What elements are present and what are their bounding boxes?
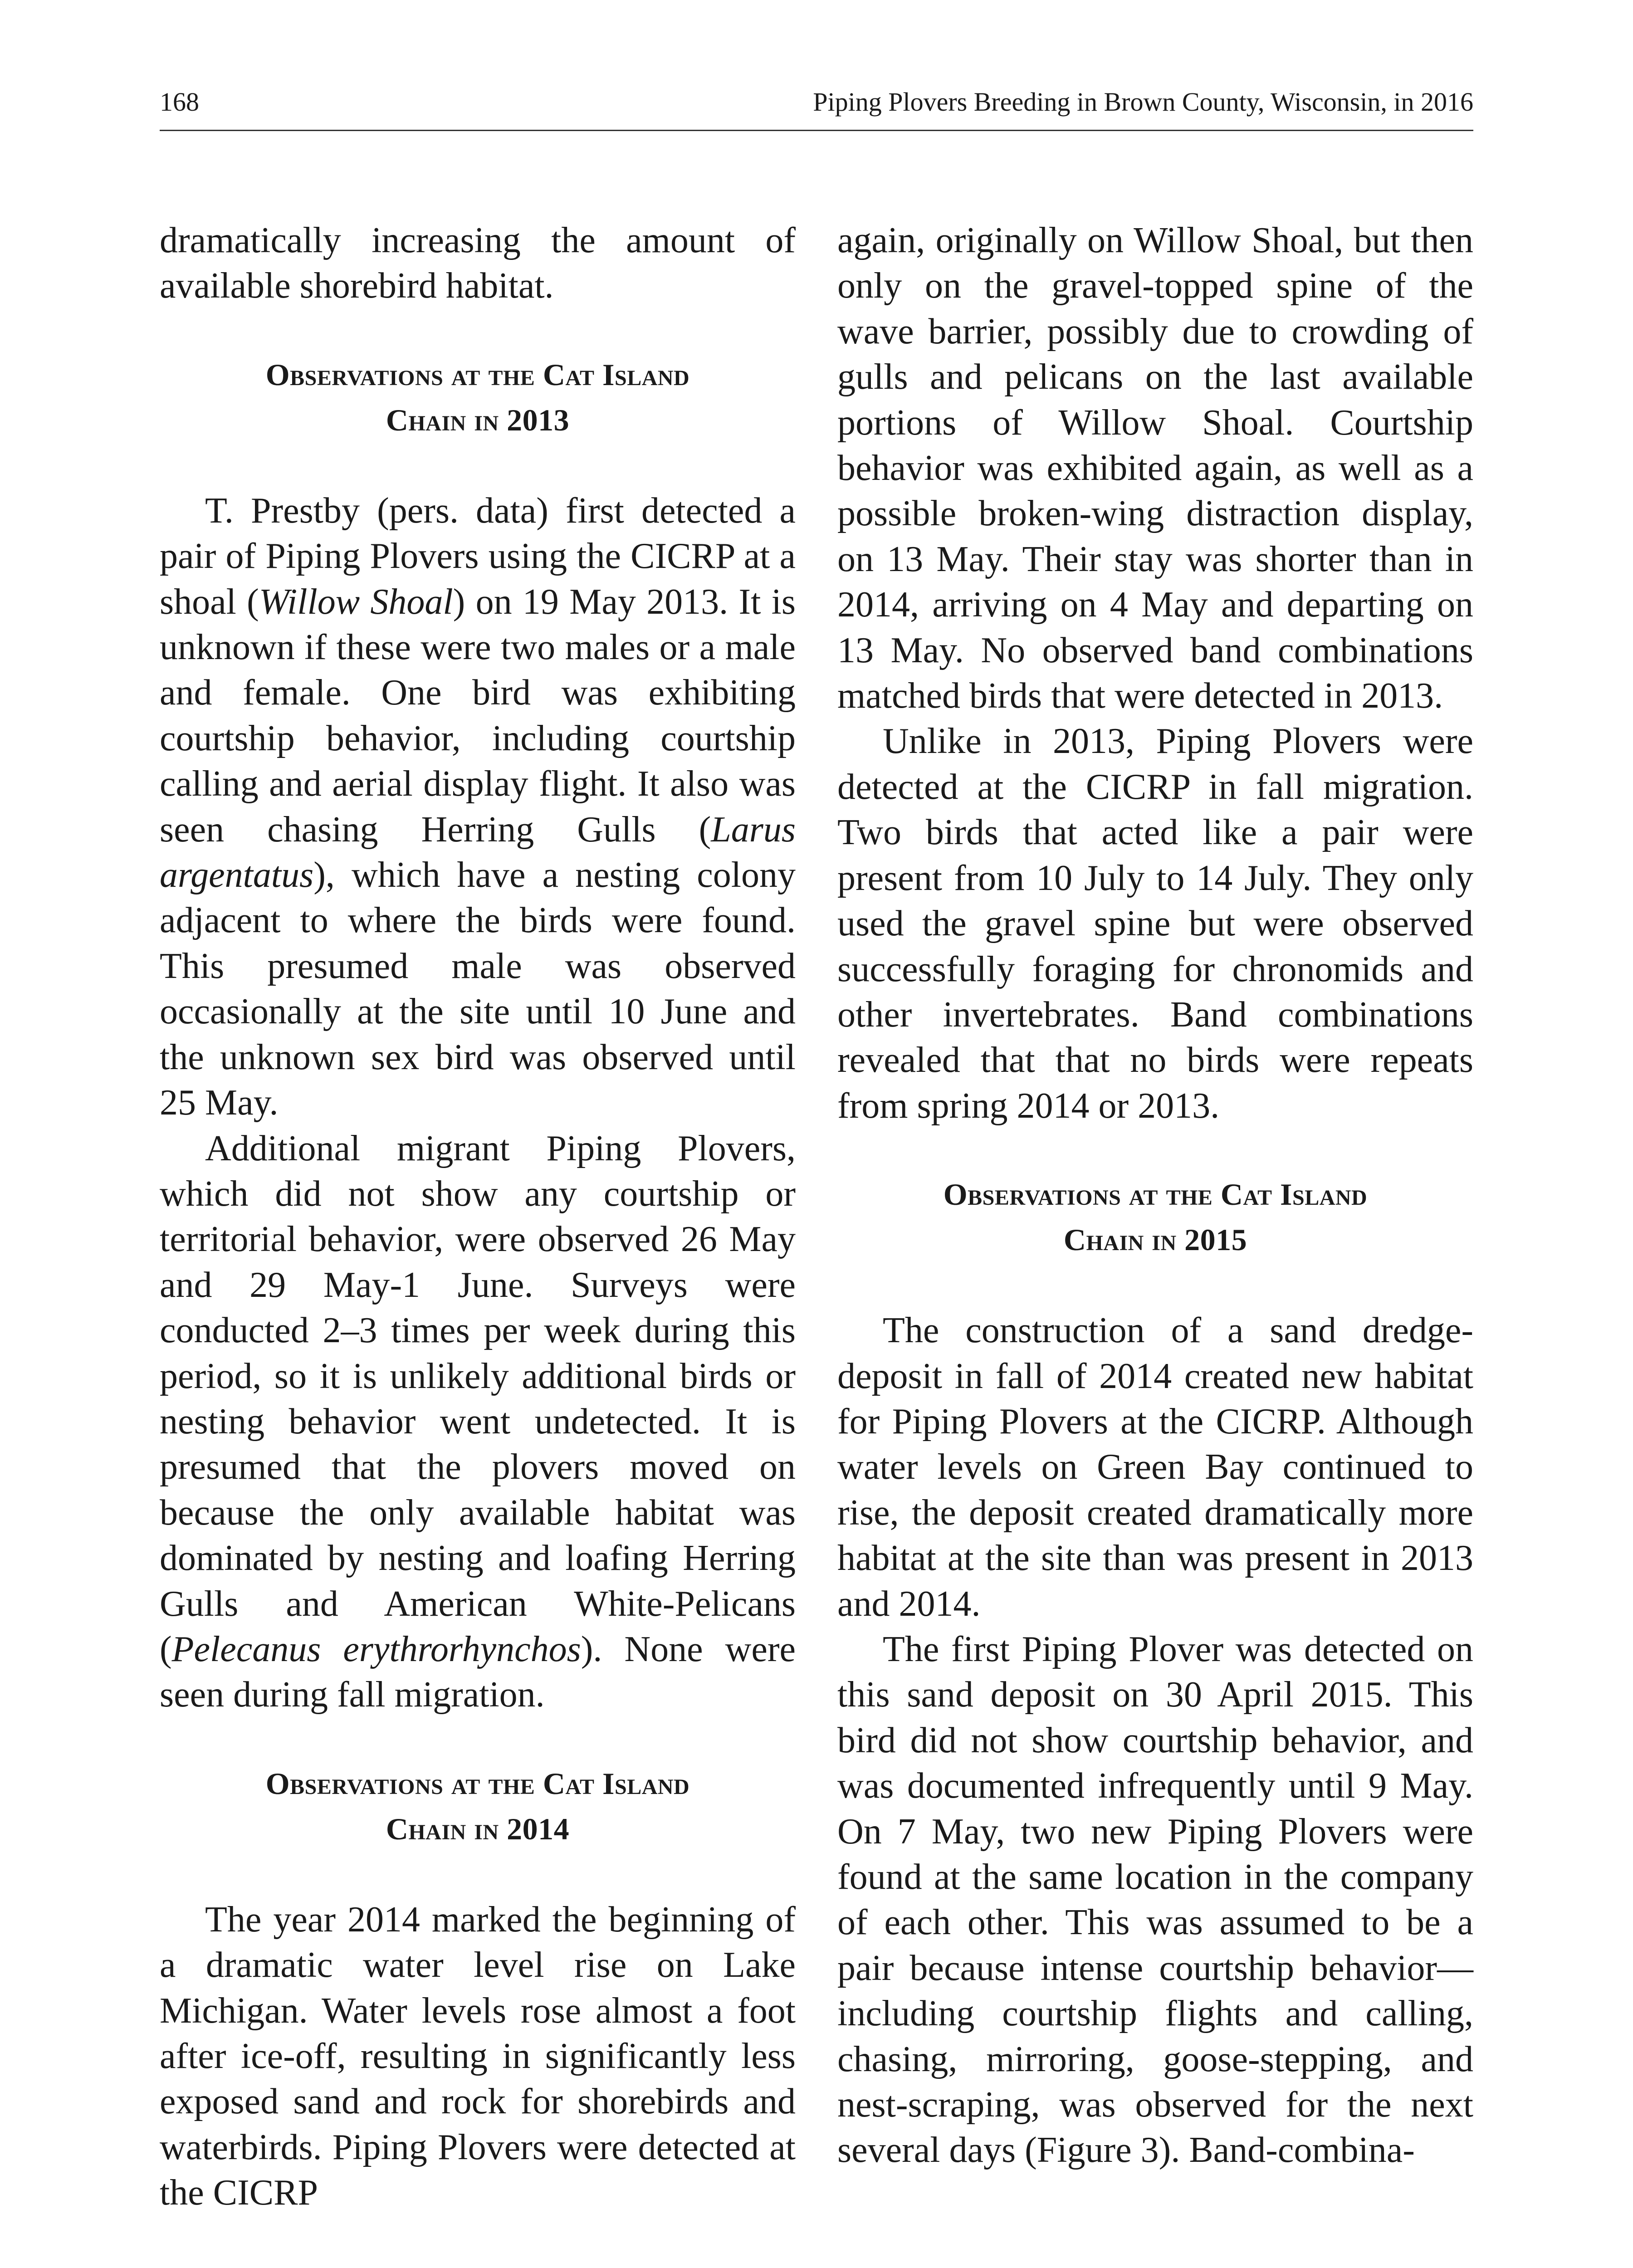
paragraph — [160, 1126, 796, 1718]
paragraph-continued: again, originally on Willow Shoal, but then only on the gravel-topped spine of the wave barrier, possibly due to crowding of gulls and pelicans on the last available portions of Willow Shoal. Courtship behavior was exhibited again, as well as a possible broken-wing distraction display, on 13 May. Their stay was shorter than in 2014, arriving on 4 May and departing on 13 May. No observed band combinations matched birds that were detected in 2013. — [837, 220, 1473, 716]
species-name: Larus argentatus — [160, 809, 796, 895]
section-heading-2013 — [160, 352, 796, 443]
section-heading-line: Chain in 2013 — [386, 402, 570, 437]
section-heading-line: Chain in 2015 — [1063, 1222, 1247, 1257]
paragraph-continued: dramatically increasing the amount of available shorebird habitat. — [160, 220, 796, 306]
left-column — [160, 218, 796, 2216]
text-run: ). None were seen during fall migration. — [160, 1629, 796, 1715]
paragraph: Unlike in 2013, Piping Plovers were detected at the CICRP in fall migration. Two birds that acted like a pair were present from 10 July to 14 July. They only used the gravel spine but were observed successfully foraging for chronomids and other invertebrates. Band combinations revealed that that no birds were repeats from spring 2014 or 2013. — [837, 721, 1473, 1126]
section-heading-2014 — [160, 1761, 796, 1852]
section-heading-line: Observations at the Cat Island — [265, 357, 690, 392]
paragraph: The year 2014 marked the beginning of a dramatic water level rise on Lake Michigan. Water levels rose almost a foot after ice-off, resulting in significantly less exposed sand and rock for shorebirds and waterbirds. Piping Plovers were detected at the CICRP — [160, 1899, 796, 2213]
italic-term: Willow Shoal — [259, 582, 453, 622]
species-name: Pelecanus erythrorhynchos — [171, 1629, 581, 1669]
text-run: Additional migrant Piping Plovers, which did not show any courtship or territorial behavior, were observed 26 May and 29 May-1 June. Surveys were conducted 2–3 times per week during this period, so it is unlikely additional birds or nesting behavior went undetected. It is presumed that the plovers moved on because the only available habitat was dominated by nesting and loafing Herring Gulls and American White-Pelicans ( — [160, 1128, 796, 1669]
paragraph: The first Piping Plover was detected on this sand deposit on 30 April 2015. This bird did not show courtship behavior, and was documented infrequently until 9 May. On 7 May, two new Piping Plovers were found at the same location in the company of each other. This was assumed to be a pair because intense courtship behavior—including courtship flights and calling, chasing, mirroring, goose-stepping, and nest-scraping, was observed for the next several days (Figure 3). Band-combina- — [837, 1629, 1473, 2170]
text-run: ) on 19 May 2013. It is unknown if these were two males or a male and female. One bird was exhibiting courtship behavior, including courtship calling and aerial display flight. It also was seen chasing Herring Gulls ( — [160, 582, 796, 850]
right-column — [837, 218, 1473, 2173]
text-run: T. Prestby (pers. data) first detected a pair of Piping Plovers using the CICRP at a shoal ( — [160, 490, 796, 622]
paragraph: The construction of a sand dredge-deposit in fall of 2014 created new habitat for Piping Plovers at the CICRP. Although water levels on Green Bay continued to rise, the deposit created dramatically more habitat at the site than was present in 2013 and 2014. — [837, 1310, 1473, 1624]
page-number: 168 — [160, 87, 199, 117]
page-header — [160, 86, 1473, 131]
section-heading-2015 — [837, 1172, 1473, 1262]
text-run: ), which have a nesting colony adjacent to where the birds were found. This presumed male was observed occasionally at the site until 10 June and the unknown sex bird was observed until 25 May. — [160, 855, 796, 1123]
paragraph — [160, 488, 796, 1126]
section-heading-line: Observations at the Cat Island — [943, 1177, 1368, 1212]
section-heading-line: Chain in 2014 — [386, 1811, 570, 1846]
running-title: Piping Plovers Breeding in Brown County, Wisconsin, in 2016 — [813, 87, 1473, 117]
section-heading-line: Observations at the Cat Island — [265, 1766, 690, 1801]
